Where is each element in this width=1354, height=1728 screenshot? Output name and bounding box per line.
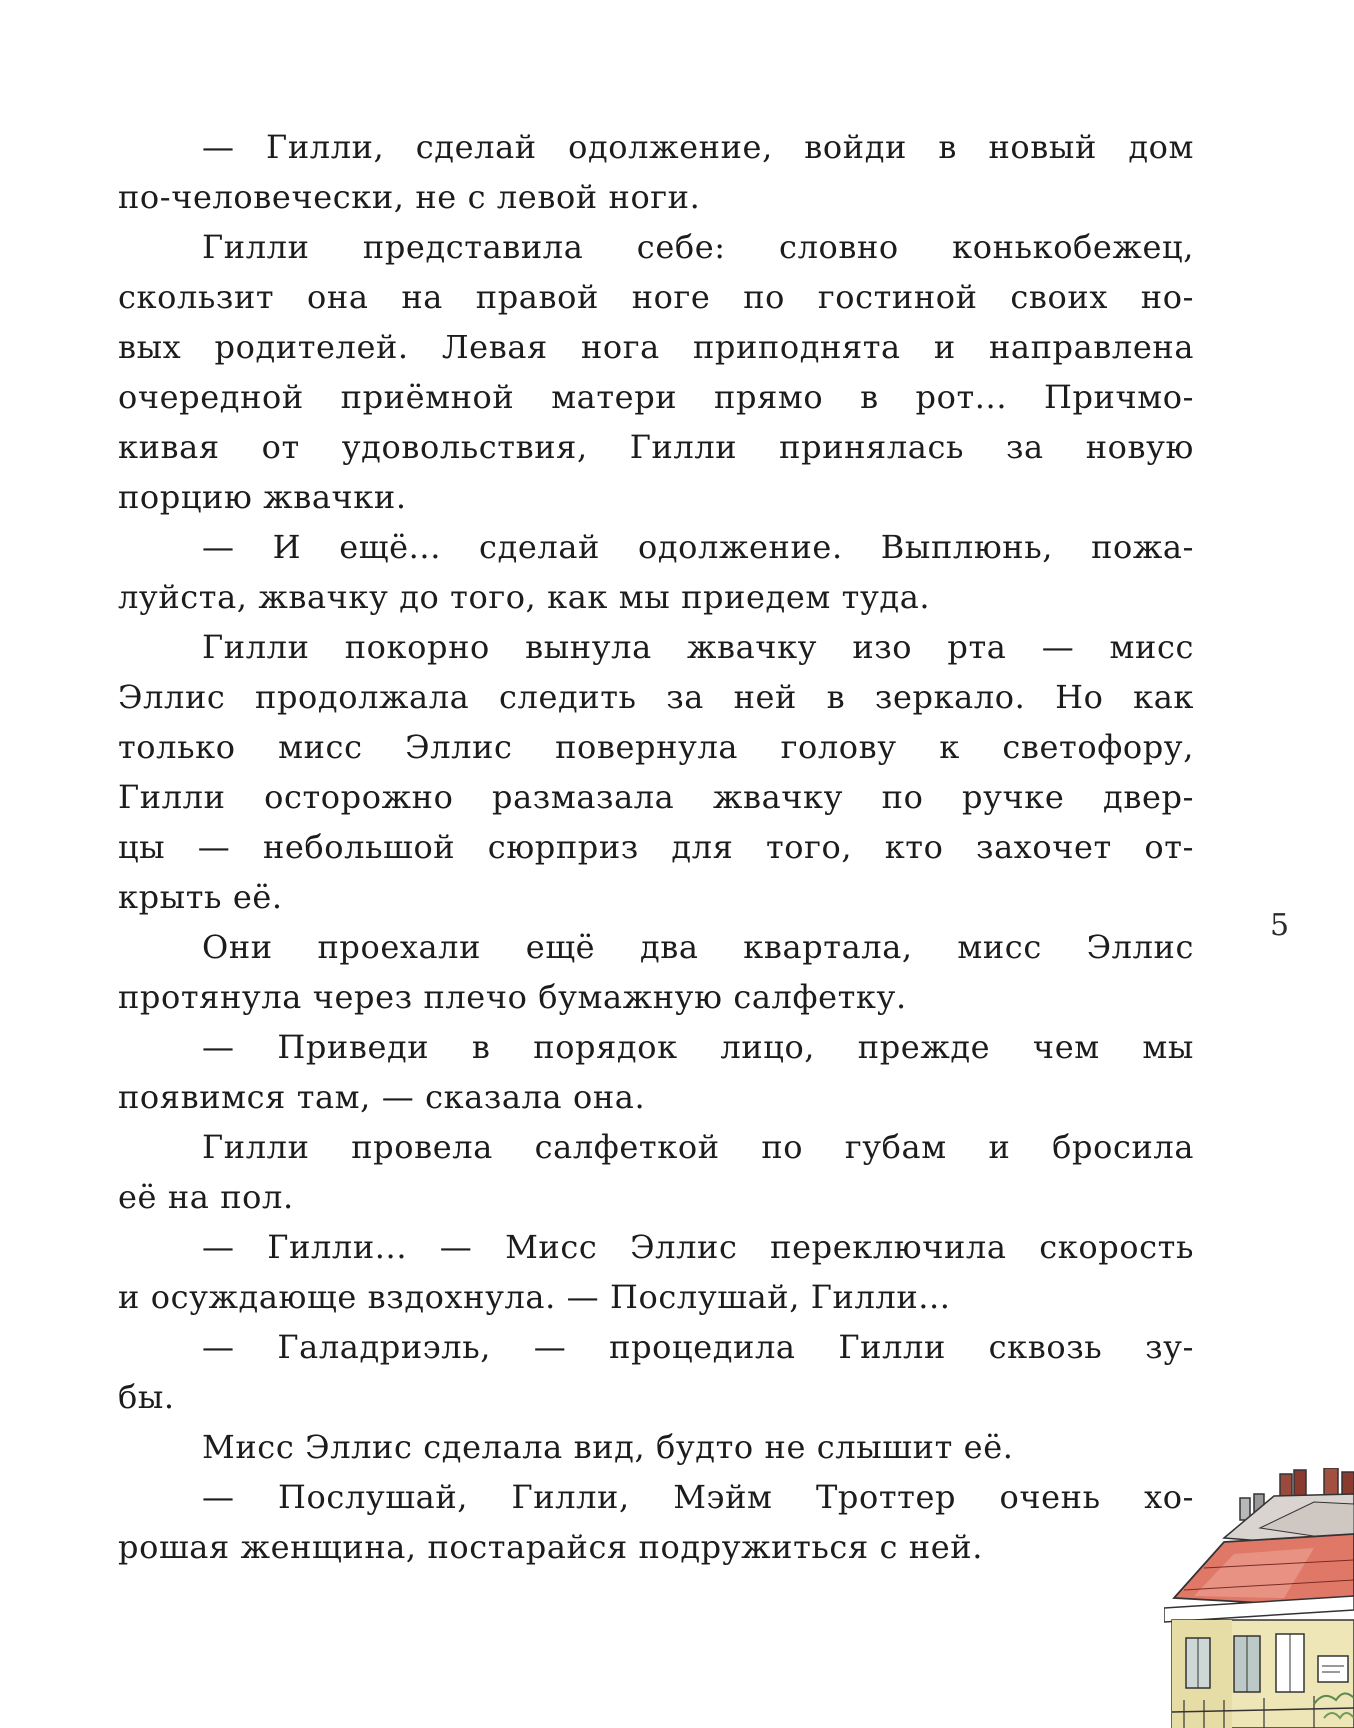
text-line: и осуждающе вздохнула. — Послушай, Гилли...: [118, 1278, 951, 1316]
text-line: вых родителей. Левая нога приподнята и направлена: [118, 328, 1194, 366]
text-line: Гилли осторожно размазала жвачку по ручке двер-: [118, 778, 1194, 816]
text-line: Гилли провела салфеткой по губам и бросила: [202, 1128, 1194, 1166]
text-line: крыть её.: [118, 878, 283, 916]
text-line: только мисс Эллис повернула голову к светофору,: [118, 728, 1194, 766]
houses-illustration: [1164, 1468, 1354, 1728]
text-line: скользит она на правой ноге по гостиной своих но-: [118, 278, 1194, 316]
text-line: её на пол.: [118, 1178, 294, 1216]
text-line: — Гилли, сделай одолжение, войди в новый дом: [202, 128, 1194, 166]
text-line: кивая от удовольствия, Гилли принялась за новую: [118, 428, 1194, 466]
text-line: Гилли представила себе: словно конькобежец,: [202, 228, 1194, 266]
page-number: 5: [1270, 908, 1290, 943]
text-line: — Галадриэль, — процедила Гилли сквозь зу-: [202, 1328, 1194, 1366]
text-line: — Гилли... — Мисс Эллис переключила скорость: [202, 1228, 1194, 1266]
text-line: порцию жвачки.: [118, 478, 407, 516]
text-line: Эллис продолжала следить за ней в зеркало. Но как: [118, 678, 1194, 716]
text-line: очередной приёмной матери прямо в рот... Причмо-: [118, 378, 1194, 416]
text-line: — И ещё... сделай одолжение. Выплюнь, пожа-: [202, 528, 1194, 566]
text-line: появимся там, — сказала она.: [118, 1078, 646, 1116]
text-line: протянула через плечо бумажную салфетку.: [118, 978, 907, 1016]
text-line: — Приведи в порядок лицо, прежде чем мы: [202, 1028, 1194, 1066]
text-line: луйста, жвачку до того, как мы приедем туда.: [118, 578, 931, 616]
text-line: Гилли покорно вынула жвачку изо рта — мисс: [202, 628, 1194, 666]
text-line: бы.: [118, 1378, 175, 1416]
body-text: [118, 122, 1194, 1572]
text-line: Они проехали ещё два квартала, мисс Эллис: [202, 928, 1194, 966]
text-line: рошая женщина, постарайся подружиться с ней.: [118, 1528, 983, 1566]
text-line: цы — небольшой сюрприз для того, кто захочет от-: [118, 828, 1194, 866]
text-line: Мисс Эллис сделала вид, будто не слышит её.: [202, 1428, 1014, 1466]
text-line: — Послушай, Гилли, Мэйм Троттер очень хо-: [202, 1478, 1194, 1516]
text-line: по-человечески, не с левой ноги.: [118, 178, 701, 216]
